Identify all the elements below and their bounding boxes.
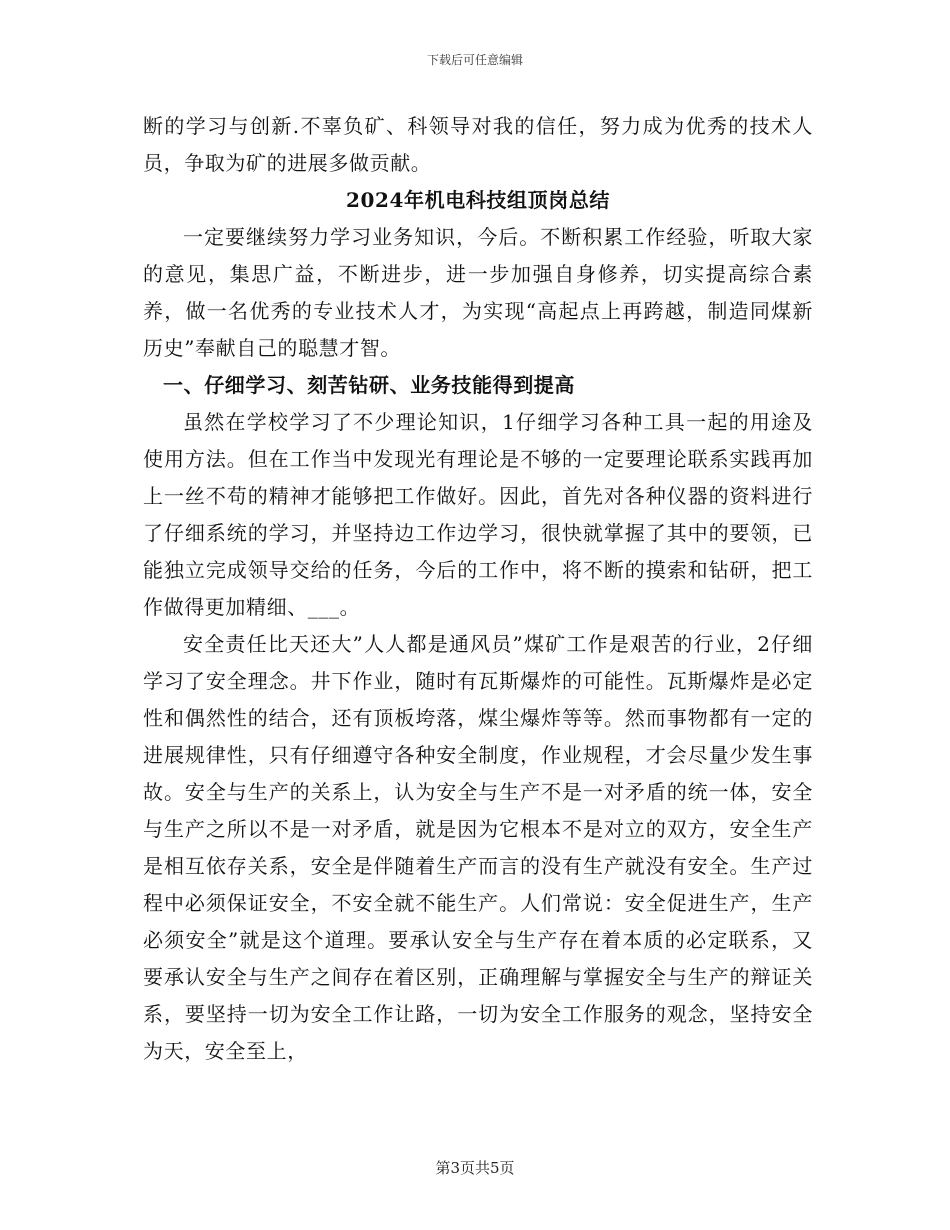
paragraph-study: 虽然在学校学习了不少理论知识，1仔细学习各种工具一起的用途及使用方法。但在工作当中发现光有理论是不够的一定要理论联系实践再加上一丝不苟的精神才能够把工作做好。因此，首先对各种仪器的资料进行了仔细系统的学习，并坚持边工作边学习，很快就掌握了其中的要领，已能独立完成领导交给的任务，今后的工作中，将不断的摸索和钻研，把工作做得更加精细、___。 [143,410,813,619]
page-footer: 第3页共5页 [435,1159,515,1177]
paragraph-intro: 一定要继续努力学习业务知识，今后。不断积累工作经验，听取大家的意见，集思广益，不断进步，进一步加强自身修养，切实提高综合素养，做一名优秀的专业技术人才，为实现“高起点上再跨越，制造同煤新历史”奉献自己的聪慧才智。 [143,225,813,360]
paragraph-continuation: 断的学习与创新.不辜负矿、科领导对我的信任，努力成为优秀的技术人员，争取为矿的进展多做贡献。 [143,114,813,175]
paragraph-safety: 安全责任比天还大”人人都是通风员”煤矿工作是艰苦的行业，2仔细学习了安全理念。井下作业，随时有瓦斯爆炸的可能性。瓦斯爆炸是必定性和偶然性的结合，还有顶板垮落，煤尘爆炸等等。然而事物都有一定的进展规律性，只有仔细遵守各种安全制度，作业规程，才会尽量少发生事故。安全与生产的关系上，认为安全与生产不是一对矛盾的统一体，安全与生产之所以不是一对矛盾，就是因为它根本不是对立的双方，安全生产是相互依存关系，安全是伴随着生产而言的没有生产就没有安全。生产过程中必须保证安全，不安全就不能生产。人们常说：安全促进生产，生产必须安全”就是这个道理。要承认安全与生产存在着本质的必定联系，又要承认安全与生产之间存在着区别，正确理解与掌握安全与生产的辩证关系，要坚持一切为安全工作让路，一切为安全工作服务的观念，坚持安全为天，安全至上， [143,632,813,1063]
document-title: 2024年机电科技组顶岗总结 [345,188,611,212]
page-header: 下载后可任意编辑 [426,53,523,67]
section-heading-1: 一、仔细学习、刻苦钻研、业务技能得到提高 [163,373,575,397]
document-body [143,108,813,1070]
